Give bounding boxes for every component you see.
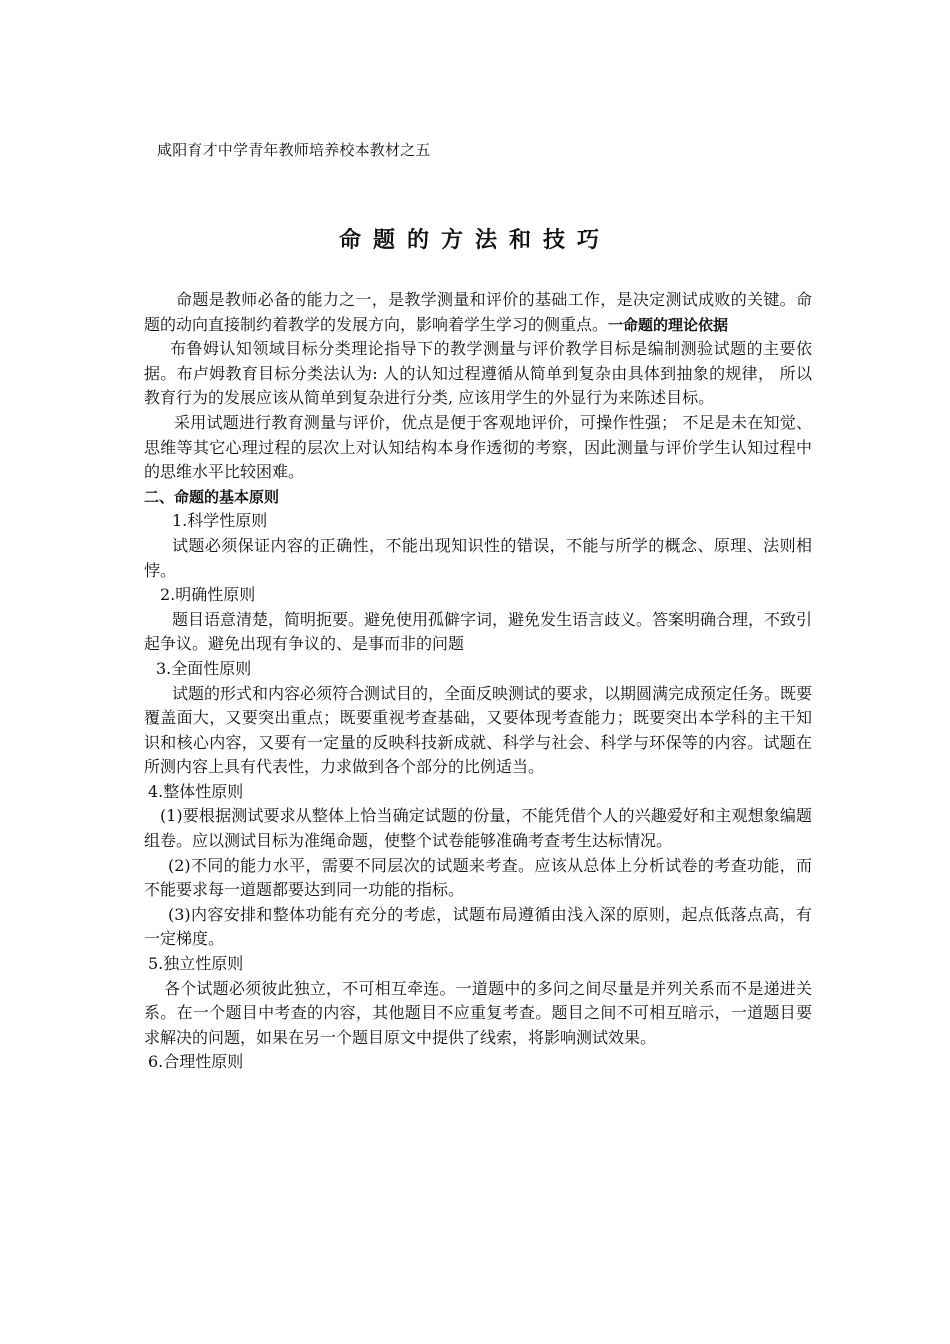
principle-1-text: 试题必须保证内容的正确性，不能出现知识性的错误，不能与所学的概念、原理、法则相悖。 <box>144 535 812 580</box>
principle-4-label: 4.整体性原则 <box>148 781 244 801</box>
principle-2-text: 题目语意清楚，简明扼要。避免使用孤僻字词，避免发生语言歧义。答案明确合理，不致引起争议。避免出现有争议的、是事而非的问题 <box>144 609 813 654</box>
principle-4-item-1: (1)要根据测试要求从整体上恰当确定试题的份量，不能凭借个人的兴趣爱好和主观想象编题组卷。应以测试目标为准绳命题，使整个试卷能够准确考查考生达标情况。 <box>144 806 812 851</box>
principle-1-label: 1.科学性原则 <box>172 511 268 531</box>
document-title: 命题的方法和技巧 <box>338 228 611 253</box>
principle-6-label: 6.合理性原则 <box>148 1052 244 1072</box>
principle-4-item-2: (2)不同的能力水平，需要不同层次的试题来考查。应该从总体上分析试卷的考查功能，而不能要求每一道题都要达到同一功能的指标。 <box>144 855 812 900</box>
document-body <box>144 288 812 1075</box>
document-header: 咸阳育才中学青年教师培养校本教材之五 <box>157 141 431 159</box>
theory-paragraph-1: 布鲁姆认知领域目标分类理论指导下的教学测量与评价教学目标是编制测验试题的主要依据。布卢姆教育目标分类法认为: 人的认知过程遵循从简单到复杂由具体到抽象的规律， 所以教育行为的发展应该从简单到复杂进行分类, 应该用学生的外显行为来陈述目标。 <box>144 339 812 408</box>
principle-3-label: 3.全面性原则 <box>156 658 252 678</box>
principle-3-text: 试题的形式和内容必须符合测试目的，全面反映测试的要求，以期圆满完成预定任务。既要覆盖面大，又要突出重点；既要重视考查基础，又要体现考查能力；既要突出本学科的主干知识和核心内容，又要有一定量的反映科技新成就、科学与社会、科学与环保等的内容。试题在所测内容上具有代表性，力求做到各个部分的比例适当。 <box>144 683 813 777</box>
section-heading-principles: 二、命题的基本原则 <box>144 487 280 506</box>
theory-paragraph-2: 采用试题进行教育测量与评价，优点是便于客观地评价，可操作性强； 不足是未在知觉、思维等其它心理过程的层次上对认知结构本身作透彻的考察，因此测量与评价学生认知过程中的思维水平比较困难。 <box>144 412 812 482</box>
principle-5-text: 各个试题必须彼此独立，不可相互牵连。一道题中的多问之间尽量是并列关系而不是递进关系。在一个题目中考查的内容，其他题目不应重复考查。题目之间不可相互暗示，一道题目要求解决的问题，如果在另一个题目原文中提供了线索，将影响测试效果。 <box>144 978 812 1047</box>
intro-text: 命题是教师必备的能力之一，是教学测量和评价的基础工作，是决定测试成败的关键。命题的动向直接制约着教学的发展方向，影响着学生学习的侧重点。 <box>144 290 812 334</box>
principle-4-item-3: (3)内容安排和整体功能有充分的考虑，试题布局遵循由浅入深的原则，起点低落点高，有一定梯度。 <box>144 904 812 949</box>
principle-5-label: 5.独立性原则 <box>148 954 244 974</box>
section-heading-theory: 一命题的理论依据 <box>608 315 729 334</box>
principle-2-label: 2.明确性原则 <box>160 585 256 605</box>
intro-paragraph <box>144 288 812 337</box>
